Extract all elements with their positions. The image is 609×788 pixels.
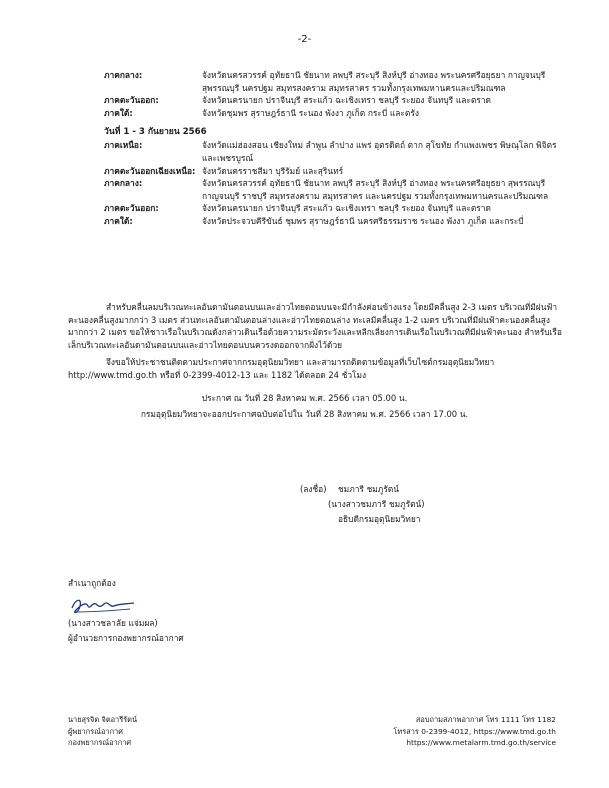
region-row	[104, 177, 564, 202]
certified-copy-label: สำเนาถูกต้อง	[68, 578, 116, 588]
copy-certifier-name: (นางสาวชลาลัย แจ่มผล)	[68, 618, 158, 628]
region-block-1	[104, 69, 564, 228]
region-label: ภาคเหนือ:	[104, 140, 143, 151]
signer-name: ชมภารี ชมภูรัตน์	[338, 484, 399, 494]
region-label: ภาคใต้:	[104, 215, 133, 226]
region-row	[104, 107, 564, 120]
footer-division: กองพยากรณ์อากาศ	[68, 738, 132, 747]
footer-service-link[interactable]: https://www.metalarm.tmd.go.th/service	[406, 738, 556, 747]
announcement-datetime: ประกาศ ณ วันที่ 28 สิงหาคม พ.ศ. 2566 เวลา 05.00 น.	[201, 393, 408, 403]
footer-forecaster-role: ผู้พยากรณ์อากาศ	[68, 726, 123, 736]
signer-prefix: (ลงชื่อ)	[300, 484, 327, 494]
region-label: ภาคตะวันออก:	[104, 203, 159, 214]
handwritten-signature-icon	[68, 594, 138, 618]
region-provinces: จังหวัดชุมพร สุราษฎร์ธานี ระนอง พังงา ภูเก็ต กระบี่ และตรัง	[202, 107, 419, 118]
region-provinces: จังหวัดนครนายก ปราจีนบุรี สระแก้ว ฉะเชิงเทรา ชลบุรี ระยอง จันทบุรี และตราด	[202, 95, 491, 106]
region-label: ภาคใต้:	[104, 107, 133, 118]
footer-fax-website[interactable]: โทรสาร 0-2399-4012, https://www.tmd.go.th	[393, 726, 556, 736]
page-number: -2-	[297, 34, 312, 45]
region-provinces: จังหวัดแม่ฮ่องสอน เชียงใหม่ ลำพูน ลำปาง แพร่ อุตรดิตถ์ ตาก สุโขทัย กำแพงเพชร พิษณุโลก พิจิตร และเพชรบูรณ์	[202, 140, 557, 163]
footer-forecaster-name: นายสุรจิต จิตอารีรัตน์	[68, 715, 138, 724]
region-row	[104, 69, 564, 94]
region-label: ภาคตะวันออก:	[104, 95, 159, 106]
region-label: ภาคกลาง:	[104, 70, 143, 80]
region-row	[104, 139, 564, 164]
region-provinces: จังหวัดนครสวรรค์ อุทัยธานี ชัยนาท ลพบุรี สระบุรี สิงห์บุรี อ่างทอง พระนครศรีอยุธยา กาญจนบุรี สุพรรณบุรี นครปฐม สมุทรสงคราม สมุทรสาคร รวมทั้งกรุงเทพมหานครและปริมณฑล	[202, 70, 546, 93]
marine-warning-paragraph: สำหรับคลื่นลมบริเวณทะเลอันดามันตอนบนและอ่าวไทยตอนบนจะมีกำลังค่อนข้างแรง โดยมีคลื่นสูง 2-3 เมตร บริเวณที่มีฝนฟ้าคะนองคลื่นสูงมากกว่า 3 เมตร ส่วนทะเลอันดามันตอนล่างและอ่าวไทยตอนล่าง ทะเลมีคลื่นสูง 1-2 เมตร บริเวณที่มีฝนฟ้าคะนองคลื่นสูงมากกว่า 2 เมตร ขอให้ชาวเรือในบริเวณดังกล่าวเดินเรือด้วยความระมัดระวังและหลีกเลี่ยงการเดินเรือในบริเวณที่มีฝนฟ้าคะนอง สำหรับเรือเล็กบริเวณทะเลอันดามันตอนบนและอ่าวไทยตอนบนควรงดออกจากฝั่งไว้ด้วย	[68, 302, 562, 350]
signer-full-name: (นางสาวชมภารี ชมภูรัตน์)	[328, 499, 425, 509]
copy-certifier-title: ผู้อำนวยการกองพยากรณ์อากาศ	[68, 633, 184, 643]
footer-hotline: สอบถามสภาพอากาศ โทร 1111 โทร 1182	[415, 715, 556, 724]
region-row	[104, 94, 564, 107]
region-provinces: จังหวัดประจวบคีรีขันธ์ ชุมพร สุราษฎร์ธานี นครศรีธรรมราช ระนอง พังงา ภูเก็ต และกระบี่	[202, 215, 524, 226]
region-label: ภาคตะวันออกเฉียงเหนือ:	[104, 165, 196, 176]
footer-left	[68, 714, 137, 749]
region-provinces: จังหวัดนครราชสีมา บุรีรัมย์ และสุรินทร์	[202, 165, 344, 176]
region-provinces: จังหวัดนครสวรรค์ อุทัยธานี ชัยนาท ลพบุรี สระบุรี สิงห์บุรี อ่างทอง พระนครศรีอยุธยา สุพรรณบุรี กาญจนบุรี ราชบุรี สมุทรสงคราม สมุทรสาคร และนครปฐม รวมทั้งกรุงเทพมหานครและปริมณฑล	[202, 178, 549, 201]
region-row	[104, 165, 564, 178]
region-row	[104, 215, 564, 228]
date-heading: วันที่ 1 - 3 กันยายน 2566	[104, 127, 207, 138]
region-label: ภาคกลาง:	[104, 178, 143, 189]
footer-right	[393, 714, 556, 749]
region-row	[104, 202, 564, 215]
contact-paragraph: จึงขอให้ประชาชนติดตามประกาศจากกรมอุตุนิยมวิทยา และสามารถติดตามข้อมูลที่เว็บไซต์กรมอุตุนิยมวิทยา http://www.tmd.go.th หรือที่ 0-2399-4012-13 และ 1182 ได้ตลอด 24 ชั่วโมง	[68, 357, 495, 380]
region-provinces: จังหวัดนครนายก ปราจีนบุรี สระแก้ว ฉะเชิงเทรา ชลบุรี ระยอง จันทบุรี และตราด	[202, 203, 491, 214]
next-announcement: กรมอุตุนิยมวิทยาจะออกประกาศฉบับต่อไปใน วันที่ 28 สิงหาคม พ.ศ. 2566 เวลา 17.00 น.	[140, 409, 469, 419]
signer-title: อธิบดีกรมอุตุนิยมวิทยา	[338, 514, 421, 524]
